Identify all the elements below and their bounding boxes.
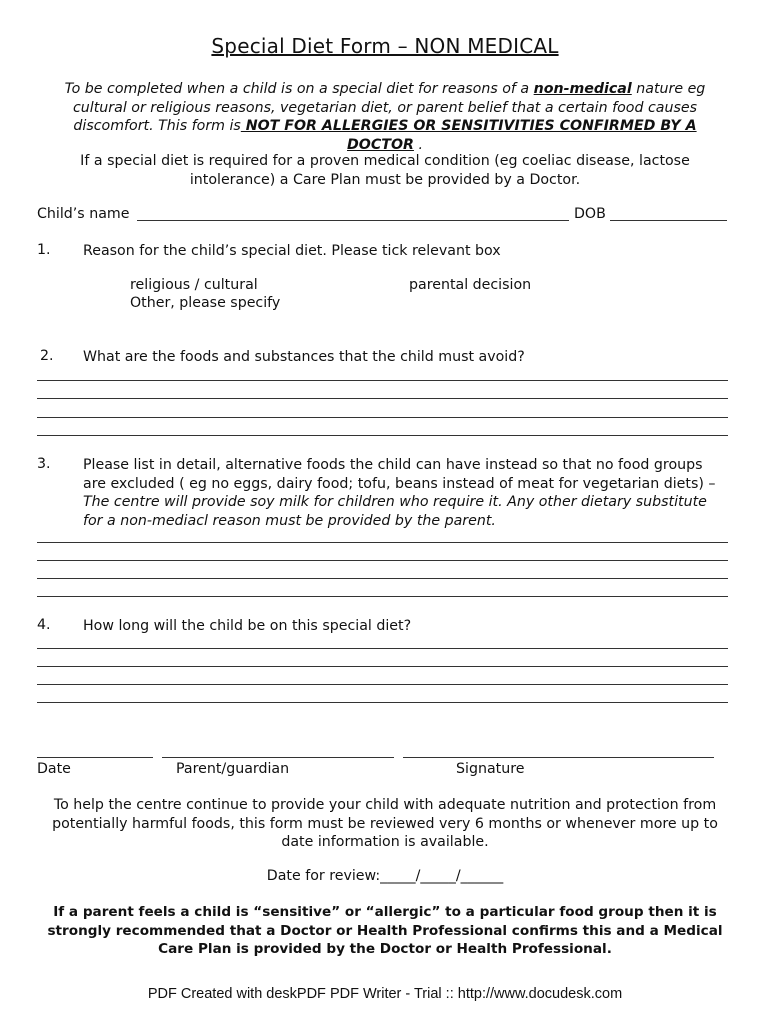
care-plan-note: If a special diet is required for a proven medical condition (eg coeliac disease, lactose intolerance) a Care Plan must be provided by a Doctor. [80, 153, 690, 188]
q4-number: 4. [37, 617, 51, 633]
signature-field[interactable] [403, 757, 714, 758]
date-field[interactable] [37, 757, 153, 758]
q4-answer-line[interactable] [37, 666, 728, 667]
q2-answer-line[interactable] [37, 417, 728, 418]
q1-text: Reason for the child’s special diet. Please tick relevant box [83, 243, 501, 259]
intro-notfor: NOT FOR ALLERGIES OR SENSITIVITIES CONFIRMED BY A DOCTOR [240, 118, 697, 153]
date-label: Date [37, 761, 71, 777]
child-name-field[interactable] [137, 220, 569, 221]
q3-number: 3. [37, 456, 51, 472]
q2-text: What are the foods and substances that the child must avoid? [83, 349, 525, 365]
q3-answer-line[interactable] [37, 578, 728, 579]
q4-answer-line[interactable] [37, 648, 728, 649]
allergy-warning: If a parent feels a child is “sensitive” or “allergic” to a particular food group then it is strongly recommended that a Doctor or Health Professional confirms this and a Medical Care Plan is provided by the Doctor or Health Professional. [47, 904, 723, 957]
q4-answer-line[interactable] [37, 684, 728, 685]
q1-option-parental[interactable]: parental decision [409, 277, 532, 293]
intro-part1: To be completed when a child is on a special diet for reasons of a [64, 81, 534, 97]
q2-number: 2. [40, 348, 54, 364]
pdf-footer: PDF Created with deskPDF PDF Writer - Trial :: http://www.docudesk.com [147, 986, 623, 1002]
signature-label: Signature [456, 761, 525, 777]
q3-answer-line[interactable] [37, 542, 728, 543]
review-date[interactable]: Date for review:_____/_____/______ [266, 868, 504, 884]
page-title: Special Diet Form – NON MEDICAL [211, 34, 559, 58]
q1-number: 1. [37, 242, 51, 258]
parent-guardian-label: Parent/guardian [176, 761, 290, 777]
q3-text-main: Please list in detail, alternative foods the child can have instead so that no food groups are excluded ( eg no eggs, dairy food; tofu, beans instead of meat for vegetarian diets) – [83, 457, 716, 492]
parent-guardian-field[interactable] [162, 757, 394, 758]
q2-answer-line[interactable] [37, 380, 728, 381]
q1-option-religious[interactable]: religious / cultural [130, 277, 258, 293]
q4-answer-line[interactable] [37, 702, 728, 703]
q2-answer-line[interactable] [37, 398, 728, 399]
q3-text [83, 456, 718, 530]
q3-answer-line[interactable] [37, 560, 728, 561]
q4-text: How long will the child be on this special diet? [83, 618, 412, 634]
intro-paragraph [40, 80, 730, 154]
intro-part3: . [413, 136, 423, 153]
dob-label: DOB [574, 206, 606, 222]
q1-option-other[interactable]: Other, please specify [130, 295, 281, 311]
q3-answer-line[interactable] [37, 596, 728, 597]
review-note: To help the centre continue to provide your child with adequate nutrition and protection from potentially harmful foods, this form must be reviewed very 6 months or whenever more up to date information is available. [52, 797, 718, 850]
child-name-label: Child’s name [37, 206, 130, 222]
intro-nonmedical: non-medical [533, 81, 632, 97]
q2-answer-line[interactable] [37, 435, 728, 436]
dob-field[interactable] [610, 220, 727, 221]
intro-part2: nature eg cultural or religious reasons, vegetarian diet, or parent belief that a certain food causes discomfort. This form is [73, 81, 706, 134]
q3-text-italic: The centre will provide soy milk for children who require it. Any other dietary substitute for a non-mediacl reason must be provided by the parent. [83, 494, 707, 529]
